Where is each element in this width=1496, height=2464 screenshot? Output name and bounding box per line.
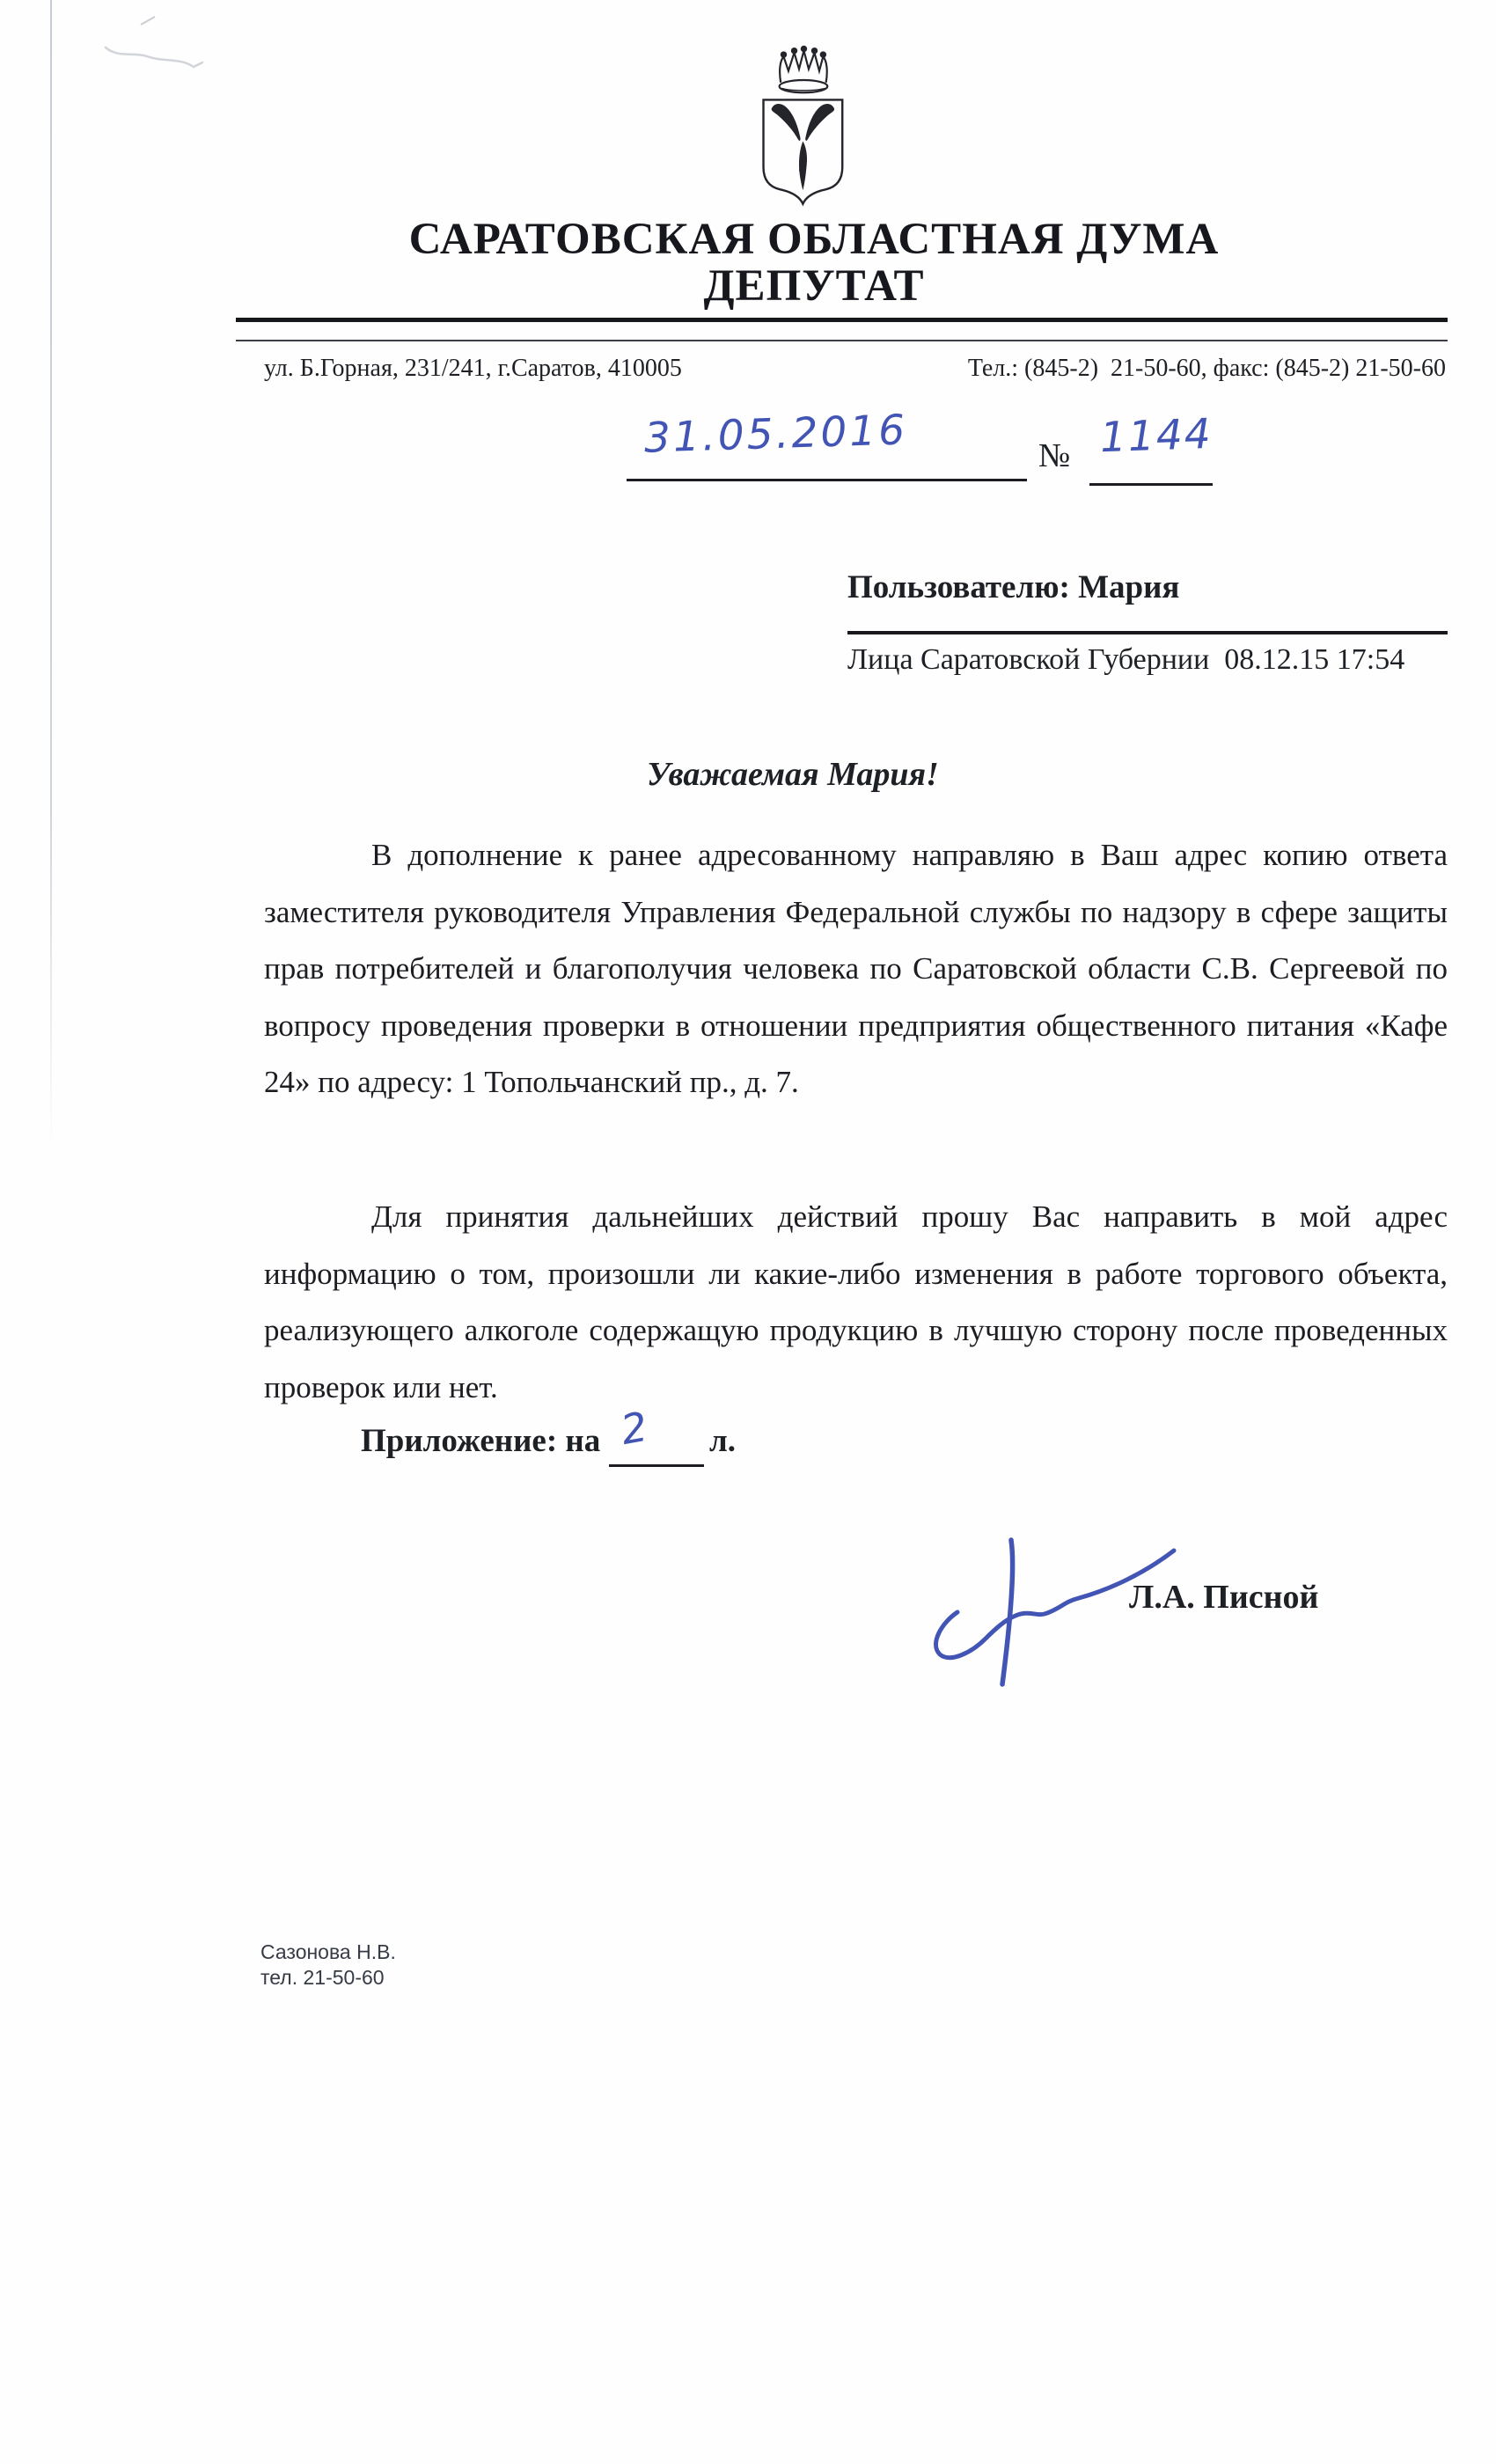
letterhead-rule-thick [236,318,1448,322]
body-paragraph-1: В дополнение к ранее адресованному направляю в Ваш адрес копию ответа заместителя руководителя Управления Федеральной службы по надзору в сфере защиты прав потребителей и благополучия человека по Саратовской области С.В. Сергеевой по вопросу проведения проверки в отношении предприятия общественного питания «Кафе 24» по адресу: 1 Топольчанский пр., д. 7. [264,838,1448,1099]
recipient-underline [847,631,1448,634]
handwritten-date: 31.05.2016 [643,406,908,463]
letterhead-rule-thin [236,340,1448,341]
attachment-underline [609,1464,704,1467]
recipient-line: Пользователю: Мария [847,569,1180,605]
organization-role: ДЕПУТАТ [703,261,925,311]
executor-phone: тел. 21-50-60 [260,1966,385,1989]
salutation: Уважаемая Мария! [647,756,939,793]
number-sign: № [1038,437,1071,474]
letterhead-title [132,216,1496,310]
handwritten-sheet-count: 2 [617,1402,651,1455]
body-paragraph-2: Для принятия дальнейших действий прошу Вас направить в мой адрес информацию о том, произошли ли какие-либо изменения в работе торгового объекта, реализующего алкоголе содержащую продукцию в лучшую сторону после проведенных проверок или нет. [264,1199,1448,1404]
date-underline [627,479,1027,481]
saratov-coat-of-arms-icon [751,44,847,208]
executor-block [260,1940,396,1991]
attachment-label: Приложение: на [361,1423,601,1459]
letterhead-address: ул. Б.Горная, 231/241, г.Саратов, 410005 [264,355,682,382]
number-underline [1089,483,1213,486]
pencil-scribble-mark [99,12,222,83]
attachment-sheets-suffix: л. [709,1423,737,1459]
letterhead-phone: Тел.: (845-2) 21-50-60, факс: (845-2) 21-50-60 [967,355,1446,382]
scan-page-edge [50,0,52,1153]
recipient-source-line: Лица Саратовской Губернии 08.12.15 17:54 [847,643,1405,676]
executor-name: Сазонова Н.В. [260,1940,396,1963]
handwritten-outgoing-number: 1144 [1099,409,1214,463]
signatory-name: Л.А. Писной [1129,1579,1319,1616]
organization-name: САРАТОВСКАЯ ОБЛАСТНАЯ ДУМА [408,215,1220,264]
